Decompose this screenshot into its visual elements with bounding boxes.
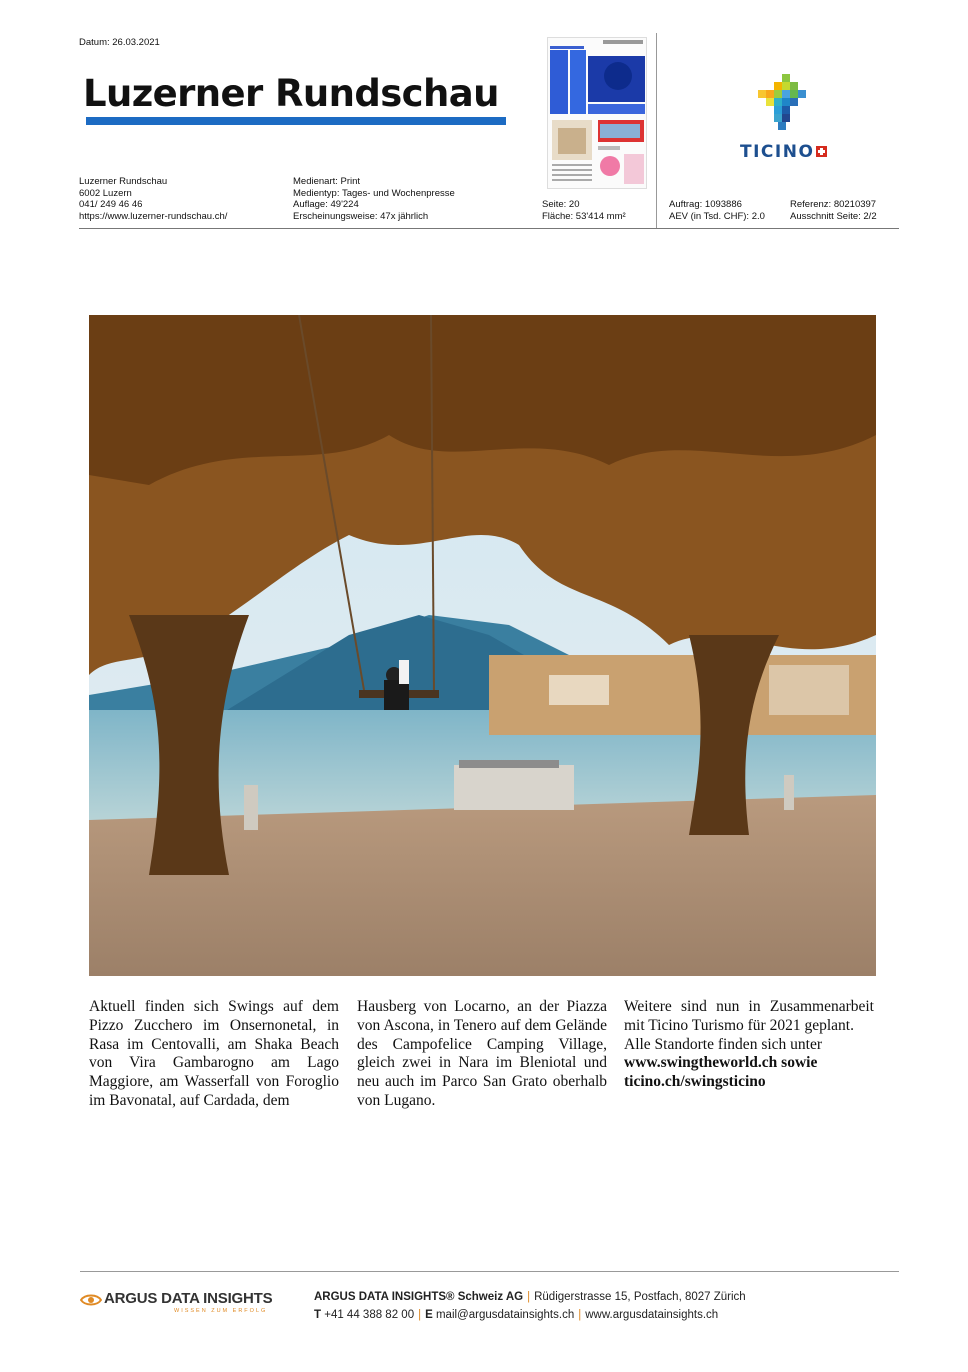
area: Fläche: 53'414 mm²: [542, 210, 626, 222]
newspaper-masthead: [80, 72, 510, 130]
lake-swing-illustration: [89, 315, 876, 976]
publisher-phone: 041/ 249 46 46: [79, 199, 143, 210]
footer-separator: |: [418, 1309, 422, 1321]
page-thumbnail-graphic: [548, 38, 646, 188]
footer-phone[interactable]: +41 44 388 82 00: [324, 1309, 415, 1321]
article-column-2: [357, 998, 607, 1111]
footer-email[interactable]: mail@argusdatainsights.ch: [435, 1309, 575, 1321]
article-text-col2: Hausberg von Locarno, an der Piazza von Ascona, in Tenero auf dem Gelände des Campofelice Camping Village, gleich zwei in Nara im Bleniotal und neu auch im Parco San Grato oberhalb von Lugano.: [357, 998, 607, 1109]
header-vertical-divider: [656, 33, 657, 229]
footer-contact: [314, 1288, 746, 1324]
ticino-mosaic-icon: [736, 72, 828, 138]
page-info: [542, 199, 626, 222]
swingtheworld-link[interactable]: www.swingtheworld.ch sowie: [624, 1054, 818, 1072]
footer-separator: |: [578, 1309, 582, 1321]
article-text-col1: Aktuell finden sich Swings auf dem Pizzo Zucchero im Onsernonetal, in Rasa im Centovalli, am Shaka Beach von Vira Gambarogno am Lago Maggiore, am Wasserfall von Foroglio im Bavonatal, auf Cardada, dem: [89, 998, 339, 1109]
argus-tagline: WISSEN ZUM ERFOLG: [174, 1308, 268, 1314]
footer-line-2: [314, 1306, 746, 1324]
header-bottom-rule: [79, 228, 899, 229]
order-number: Auftrag: 1093886: [669, 199, 742, 210]
footer-address: Rüdigerstrasse 15, Postfach, 8027 Zürich: [534, 1291, 746, 1303]
ticino-wordmark: TICINO: [740, 142, 815, 162]
footer-company: ARGUS DATA INSIGHTS® Schweiz AG: [314, 1291, 524, 1303]
footer-rule: [80, 1271, 899, 1272]
swiss-cross-icon: [816, 146, 827, 157]
clipping-page: Ausschnitt Seite: 2/2: [790, 210, 877, 222]
masthead-underline: [86, 117, 506, 125]
footer-separator: |: [527, 1291, 531, 1303]
frequency: Erscheinungsweise: 47x jährlich: [293, 210, 429, 222]
publisher-info: [79, 176, 227, 222]
article-column-1: [89, 998, 339, 1111]
ticino-logo: [736, 72, 828, 164]
publisher-city: 6002 Luzern: [79, 187, 132, 199]
article-photo-swing: [89, 315, 876, 976]
reference-info: [790, 199, 877, 222]
media-category: Medientyp: Tages- und Wochenpresse: [293, 187, 455, 199]
circulation: Auflage: 49'224: [293, 199, 359, 210]
masthead-title: Luzerner Rundschau: [83, 72, 499, 115]
reference-number: Referenz: 80210397: [790, 199, 877, 210]
footer-website[interactable]: www.argusdatainsights.ch: [585, 1309, 719, 1321]
media-info: [293, 176, 455, 222]
footer-line-1: [314, 1288, 746, 1306]
email-label: E: [425, 1309, 433, 1321]
article-text-col3-p2: Alle Standorte finden sich unter: [624, 1035, 823, 1053]
ticino-swings-link[interactable]: ticino.ch/swingsticino: [624, 1073, 766, 1091]
clipping-date: Datum: 26.03.2021: [79, 37, 160, 48]
phone-label: T: [314, 1309, 322, 1321]
article-column-3: [624, 998, 874, 1092]
publisher-url: https://www.luzerner-rundschau.ch/: [79, 210, 228, 222]
article-text-col3-p1: Weitere sind nun in Zusammenarbeit mit Ticino Turismo für 2021 geplant.: [624, 998, 874, 1034]
page-number: Seite: 20: [542, 199, 580, 210]
publisher-name: Luzerner Rundschau: [79, 176, 168, 187]
argus-wordmark: ARGUS DATA INSIGHTS: [104, 1290, 273, 1307]
argus-eye-icon: [80, 1292, 102, 1308]
order-info: [669, 199, 765, 222]
aev-value: AEV (in Tsd. CHF): 2.0: [669, 210, 765, 222]
page-thumbnail: [547, 37, 647, 189]
media-type: Medienart: Print: [293, 176, 361, 187]
